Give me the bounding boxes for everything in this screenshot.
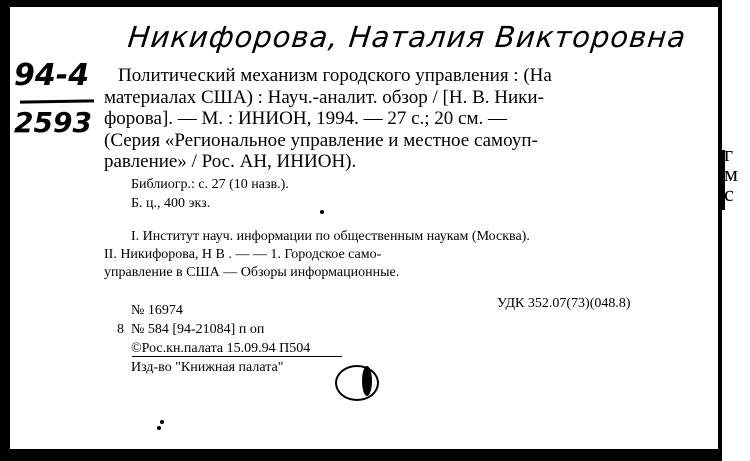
- registration-number: № 584 [94-21084] п оп: [131, 322, 265, 337]
- ink-speck: [157, 426, 161, 430]
- ink-blot-mark: [335, 365, 379, 401]
- bibliography-note: Библиогр.: с. 27 (10 назв.).: [131, 177, 289, 192]
- tracing-line-3: управление в США — Обзоры информационные.: [104, 265, 400, 280]
- udk-classification: УДК 352.07(73)(048.8): [497, 296, 631, 311]
- price-print-run: Б. ц., 400 экз.: [131, 196, 211, 211]
- side-fragment: м: [724, 161, 738, 186]
- publisher-line: Изд-во "Книжная палата": [131, 360, 284, 375]
- side-fragment: г: [724, 141, 734, 166]
- ink-speck: [160, 420, 164, 424]
- entry-series-line-2: равление» / Рос. АН, ИНИОН).: [104, 151, 357, 172]
- entry-title-line-1: Политический механизм городского управления : (На: [118, 65, 552, 86]
- book-chamber-stamp: ©Рос.кн.палата 15.09.94 П504: [131, 341, 311, 356]
- entry-title-line-2: материалах США) : Науч.-аналит. обзор / [Н. В. Ники-: [104, 87, 544, 108]
- handwritten-shelf-mark-bottom: 2593: [14, 106, 92, 139]
- card-top-edge: [10, 4, 718, 7]
- entry-imprint-line: форова]. — М. : ИНИОН, 1994. — 27 с.; 20 см. —: [104, 108, 507, 129]
- card-number: № 16974: [131, 303, 183, 318]
- adjacent-card-strip: [722, 0, 750, 461]
- stamp-underline: [132, 356, 342, 357]
- tracing-line-2: II. Никифорова, Н В . — — 1. Городское само-: [104, 247, 382, 262]
- card-prefix: 8: [117, 322, 124, 337]
- ink-speck: [320, 210, 324, 214]
- side-fragment: с: [724, 181, 734, 206]
- ink-blot-fill: [362, 366, 372, 396]
- handwritten-author: Никифорова, Наталия Викторовна: [126, 20, 688, 54]
- entry-series-line-1: (Серия «Региональное управление и местное самоуп-: [104, 130, 538, 151]
- handwritten-shelf-mark-top: 94-4: [14, 58, 90, 93]
- tracing-line-1: I. Институт науч. информации по общественным наукам (Москва).: [131, 229, 530, 244]
